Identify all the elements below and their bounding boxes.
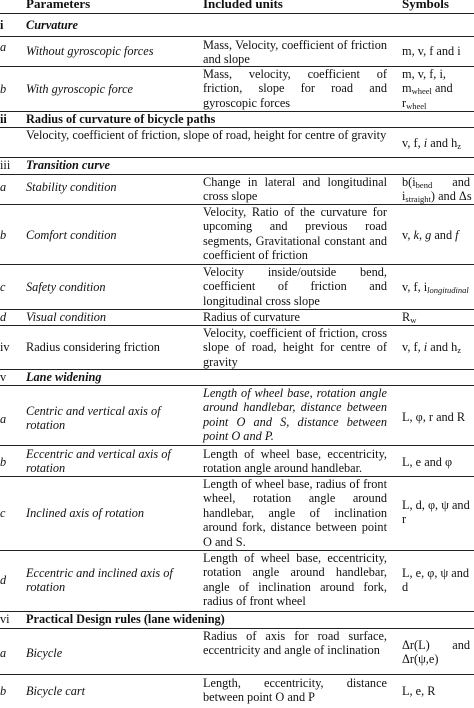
param-visual-condition: Visual condition [26,310,107,324]
symbols-inclined-axis: L, d, φ, ψ and r [402,498,470,527]
row-number: iii [0,158,11,172]
symbols-visual-condition: $R_w$ [402,310,417,325]
units-radius-bicycle-paths: Velocity, coefficient of friction, slope of road, height for centre of gravity [26,128,387,142]
symbols-bicycle-cart: L, e, R [402,684,436,698]
header-symbols: Symbols [402,0,449,11]
symbols-radius-considering-friction: v, f, i and $h_z$ [402,340,462,355]
param-inclined-axis: Inclined axis of rotation [26,506,145,520]
param-safety-condition: Safety condition [26,280,106,294]
units-eccentric-vertical-axis: Length of wheel base, eccentricity, rotation angle around handlebar. [203,447,387,476]
section-title-practical-design-rules: Practical Design rules (lane widening) [26,612,225,626]
row-number: iv [0,340,10,354]
units-bicycle: Radius of axis for road surface, eccentricity and angle of inclination [203,629,387,658]
units-inclined-axis: Length of wheel base, radius of front wheel, rotation angle around handlebar, angle of inclination around fork, distance between point O and S. [203,477,387,549]
rule [0,674,474,675]
rule [0,36,474,37]
row-letter: b [0,82,7,96]
units-visual-condition: Radius of curvature [203,310,300,324]
row-letter: a [0,40,7,54]
param-with-gyroscopic: With gyroscopic force [26,82,134,96]
units-without-gyroscopic: Mass, Velocity, coefficient of friction and slope [203,38,387,67]
param-stability-condition: Stability condition [26,180,117,194]
header-included-units: Included units [203,0,283,11]
param-bicycle-cart: Bicycle cart [26,684,86,698]
row-letter: b [0,455,7,469]
units-bicycle-cart: Length, eccentricity, distance between point O and P [203,676,387,705]
row-letter: c [0,280,6,294]
units-radius-considering-friction: Velocity, coefficient of friction, cross slope of road, height for centre of gravity [203,326,387,369]
param-comfort-condition: Comfort condition [26,228,117,242]
param-bicycle: Bicycle [26,646,63,660]
header-parameters: Parameters [26,0,91,11]
param-without-gyroscopic: Without gyroscopic forces [26,44,154,58]
section-title-curvature: Curvature [26,18,78,32]
section-title-lane-widening: Lane widening [26,370,102,384]
symbols-eccentric-inclined-axis: L, e, φ, ψ and d [402,566,470,595]
units-with-gyroscopic: Mass, velocity, coefficient of friction, slope for road and gyroscopic forces [203,67,387,110]
symbols-safety-condition: v, f, $i_{longitudinal}$ [402,280,469,295]
row-letter: d [0,310,7,324]
symbols-eccentric-vertical-axis: L, e and φ [402,455,453,469]
row-number: ii [0,112,7,126]
row-letter: a [0,180,7,194]
row-letter: d [0,573,7,587]
rule [0,445,474,446]
row-letter: a [0,412,7,426]
param-eccentric-inclined-axis: Eccentric and inclined axis of rotation [26,566,173,595]
symbols-centric-vertical-axis: L, φ, r and R [402,410,466,424]
param-centric-vertical-axis: Centric and vertical axis of rotation [26,404,161,433]
param-eccentric-vertical-axis: Eccentric and vertical axis of rotation [26,447,171,476]
row-letter: a [0,646,7,660]
row-number: vi [0,612,10,626]
row-number: v [0,370,7,384]
row-letter: b [0,228,7,242]
symbols-comfort-condition: v, k, g and f [402,228,459,242]
symbols-stability-condition: $b(i_{bend}$ and $i_{straight}$) and Δs [402,175,472,205]
units-comfort-condition: Velocity, Ratio of the curvature for upcoming and previous road segments, Gravitational constant and coefficient of friction [203,205,387,263]
param-radius-considering-friction: Radius considering friction [26,340,160,354]
symbols-with-gyroscopic: m, v, f, i, $m_{wheel}$ and $r_{wheel}$ [402,67,453,111]
units-eccentric-inclined-axis: Length of wheel base, eccentricity, rotation angle around handlebar, angle of inclination around fork, radius of front wheel [203,551,387,609]
units-safety-condition: Velocity inside/outside bend, coefficient of friction and longitudinal cross slope [203,265,387,308]
symbols-radius-bicycle-paths: v, f, i and $h_z$ [402,136,462,151]
units-centric-vertical-axis: Length of wheel base, rotation angle around handlebar, distance between point O and S, distance between point O and P. [203,386,387,444]
symbols-bicycle: Δr(L) and Δr(ψ,e) [402,638,470,667]
rule [0,13,474,14]
symbols-without-gyroscopic: m, v, f and i [402,44,461,58]
section-title-transition-curve: Transition curve [26,158,110,172]
row-letter: b [0,684,7,698]
row-number: i [0,18,4,32]
section-title-radius-bicycle-paths: Radius of curvature of bicycle paths [26,112,216,126]
row-letter: c [0,506,6,520]
units-stability-condition: Change in lateral and longitudinal cross slope [203,175,387,204]
